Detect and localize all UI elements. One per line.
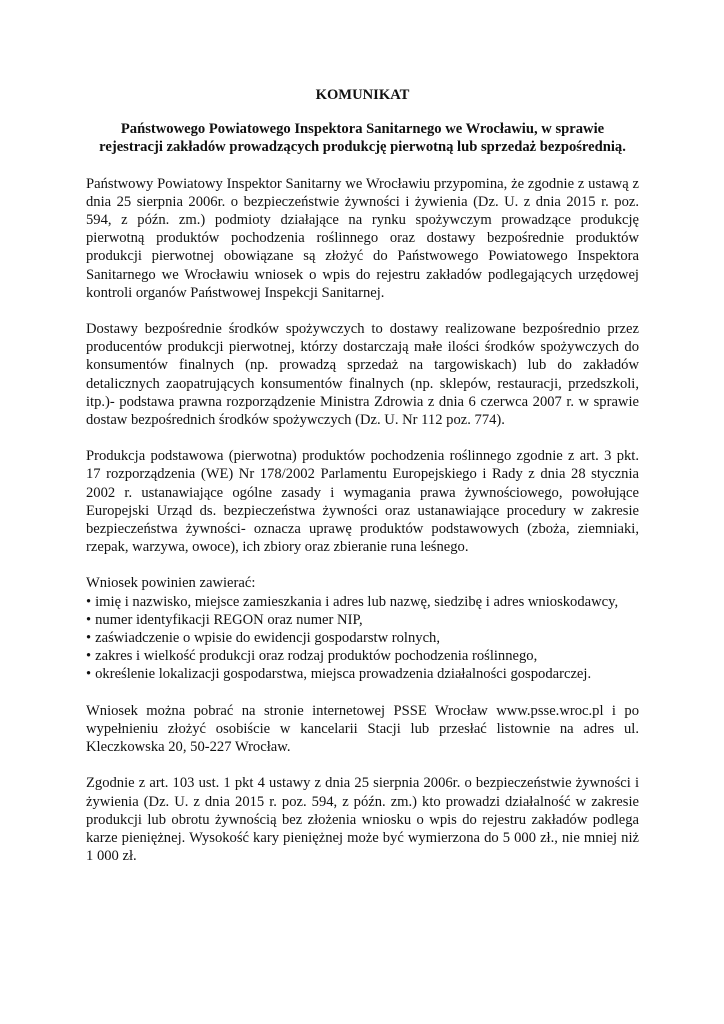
list-item-text: numer identyfikacji REGON oraz numer NIP, [95, 611, 363, 628]
list-item [86, 665, 639, 683]
list-intro: Wniosek powinien zawierać: [86, 575, 256, 592]
application-requirements [86, 574, 639, 683]
paragraph-penalty-notice: Zgodnie z art. 103 ust. 1 pkt 4 ustawy z dnia 25 sierpnia 2006r. o bezpieczeństwie żywności i żywienia (Dz. U. z dnia 2015 r. poz. 594, z późn. zm.) kto prowadzi działalność w zakresie produkcji lub obrotu żywnością bez złożenia wniosku o wpis do rejestru zakładów podlega karze pieniężnej. Wysokość kary pieniężnej może być wymierzona do 5 000 zł., nie mniej niż 1 000 zł. [86, 775, 639, 865]
bullet-icon: • [86, 666, 92, 683]
bullet-icon: • [86, 630, 92, 647]
list-item-text: zaświadczenie o wpisie do ewidencji gospodarstw rolnych, [95, 630, 440, 647]
bullet-icon: • [86, 611, 92, 628]
document-subtitle: Państwowego Powiatowego Inspektora Sanitarnego we Wrocławiu, w sprawie rejestracji zakładów prowadzących produkcję pierwotną lub sprzedaż bezpośrednią. [99, 121, 626, 156]
paragraph-how-to-submit: Wniosek można pobrać na stronie internetowej PSSE Wrocław www.psse.wroc.pl i po wypełnieniu złożyć osobiście w kancelarii Stacji lub przesłać listownie na adres ul. Kleczkowska 20, 50-227 Wrocław. [86, 702, 639, 756]
list-item-text: zakres i wielkość produkcji oraz rodzaj produktów pochodzenia roślinnego, [95, 648, 538, 665]
list-item [86, 593, 639, 611]
list-item [86, 629, 639, 647]
paragraph-primary-production-definition: Produkcja podstawowa (pierwotna) produktów pochodzenia roślinnego zgodnie z art. 3 pkt. 17 rozporządzenia (WE) Nr 178/2002 Parlamentu Europejskiego i Rady z dnia 28 stycznia 2002 r. ustanawiające ogólne zasady i wymagania prawa żywnościowego, powołujące Europejski Urząd ds. bezpieczeństwa żywności oraz ustanawiające procedury w zakresie bezpieczeństwa żywności- oznacza uprawę produktów podstawowych (zboża, ziemniaki, rzepak, warzywa, owoce), ich zbiory oraz zbieranie runa leśnego. [86, 448, 639, 556]
list-item [86, 611, 639, 629]
paragraph-direct-supply-definition: Dostawy bezpośrednie środków spożywczych to dostawy realizowane bezpośrednio przez producentów produkcji pierwotnej, którzy dostarczają małe ilości środków spożywczych do konsumentów finalnych (np. prowadzą sprzedaż na targowiskach) lub do zakładów detalicznych zaopatrujących konsumentów finalnych (np. sklepów, restauracji, przedszkoli, itp.)- podstawa prawna rozporządzenie Ministra Zdrowia z dnia 6 czerwca 2007 r. w sprawie dostaw bezpośrednich środków spożywczych (Dz. U. Nr 112 poz. 774). [86, 321, 639, 429]
list-item-text: imię i nazwisko, miejsce zamieszkania i adres lub nazwę, siedzibę i adres wnioskodawcy, [95, 593, 619, 610]
bullet-icon: • [86, 648, 92, 665]
bullet-icon: • [86, 593, 92, 610]
paragraph-registration-reminder: Państwowy Powiatowy Inspektor Sanitarny we Wrocławiu przypomina, że zgodnie z ustawą z dnia 25 sierpnia 2006r. o bezpieczeństwie żywności i żywienia (Dz. U. z dnia 2015 r. poz. 594, z późn. zm.) podmioty działające na rynku spożywczym prowadzące produkcję pierwotną produktów pochodzenia roślinnego oraz dostawy bezpośrednie produktów produkcji pierwotnej obowiązane są złożyć do Państwowego Powiatowego Inspektora Sanitarnego we Wrocławiu wniosek o wpis do rejestru zakładów podlegających urzędowej kontroli organów Państwowej Inspekcji Sanitarnej. [86, 175, 639, 301]
requirements-list [86, 593, 639, 684]
list-item [86, 647, 639, 665]
list-item-text: określenie lokalizacji gospodarstwa, miejsca prowadzenia działalności gospodarczej. [95, 666, 592, 683]
document-title: KOMUNIKAT [315, 87, 410, 103]
